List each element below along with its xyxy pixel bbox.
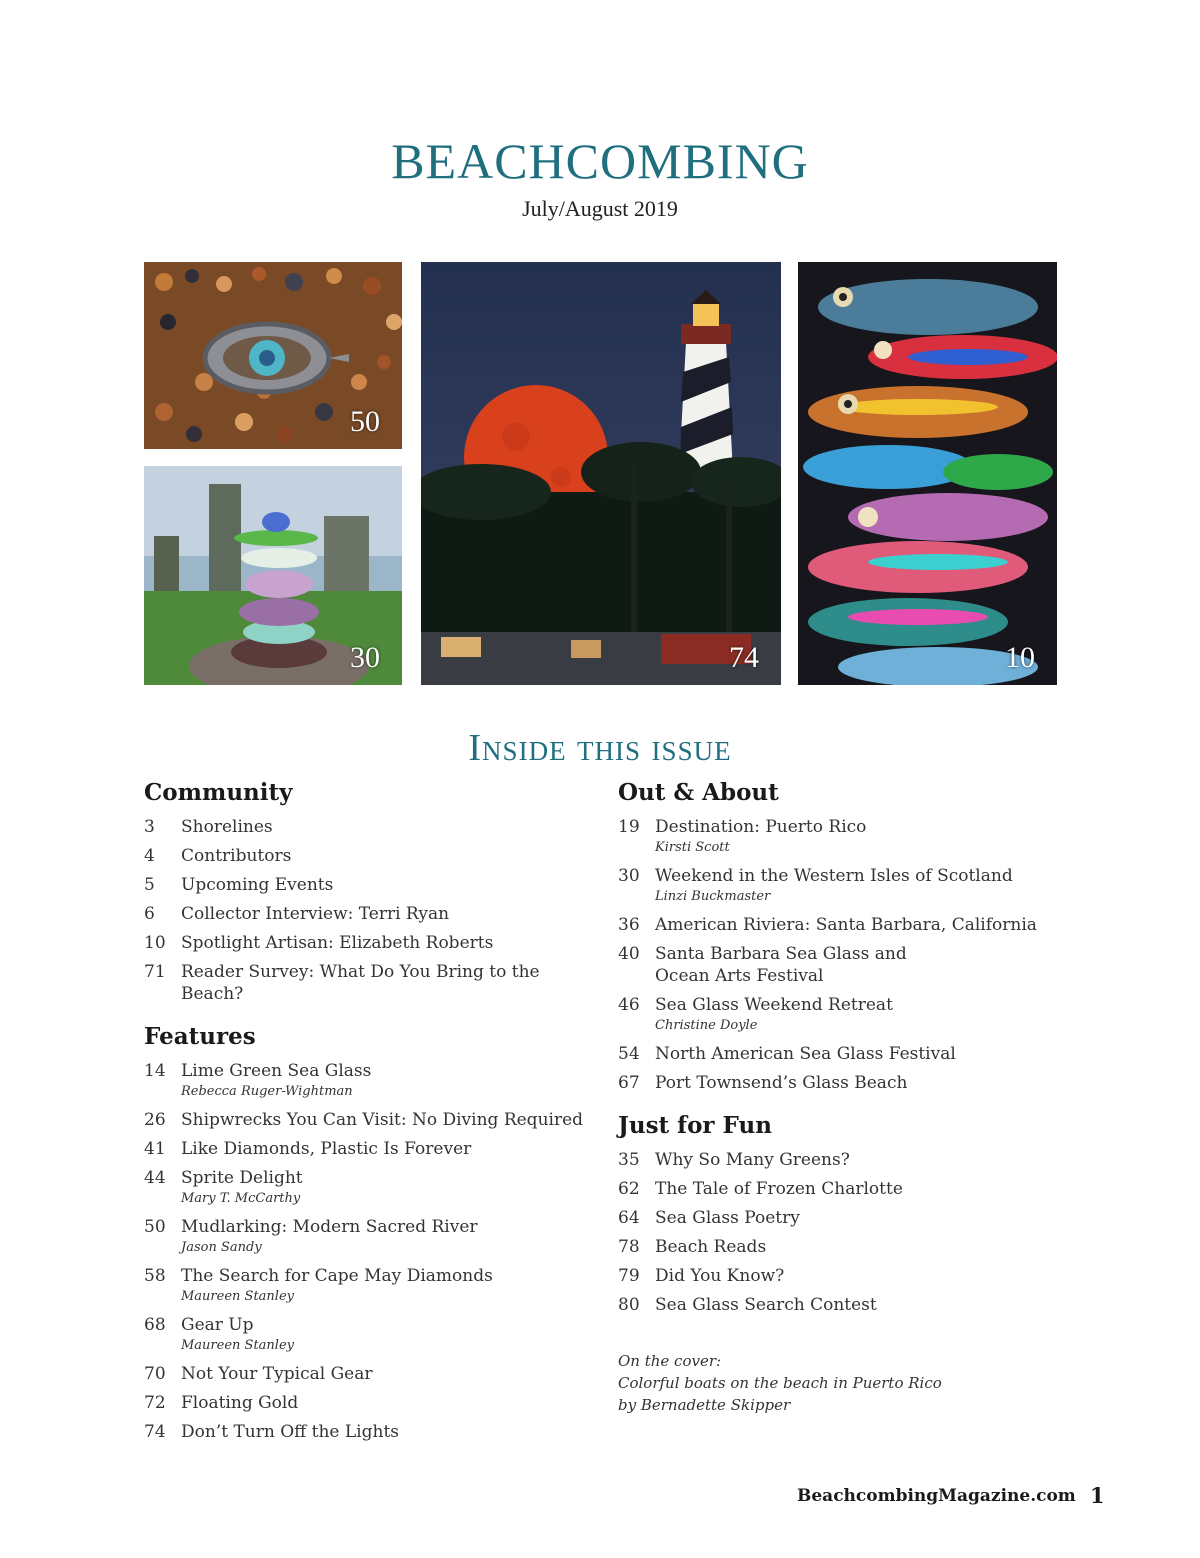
toc-entry[interactable] (144, 1314, 594, 1356)
toc-page-number: 5 (144, 875, 155, 895)
toc-page-number: 14 (144, 1061, 166, 1081)
toc-page-number: 40 (618, 944, 640, 964)
toc-entry[interactable] (144, 1421, 594, 1443)
toc-page-number: 70 (144, 1364, 166, 1384)
toc-title: North American Sea Glass Festival (655, 1044, 956, 1064)
toc-page-number: 80 (618, 1295, 640, 1315)
toc-list-out-about (618, 816, 1068, 1094)
toc-title: Port Townsend’s Glass Beach (655, 1073, 908, 1093)
toc-page-number: 30 (618, 866, 640, 886)
toc-entry[interactable] (618, 816, 1068, 858)
toc-page-number: 67 (618, 1073, 640, 1093)
toc-page-number: 10 (144, 933, 166, 953)
toc-entry[interactable] (144, 1363, 594, 1385)
photo-fish-art (798, 262, 1057, 685)
toc-title: Destination: Puerto Rico (655, 817, 867, 837)
toc-entry[interactable] (618, 1236, 1068, 1258)
toc-page-number: 78 (618, 1237, 640, 1257)
toc-author: Maureen Stanley (181, 1289, 294, 1304)
toc-title: The Tale of Frozen Charlotte (655, 1179, 903, 1199)
toc-page-number: 3 (144, 817, 155, 837)
toc-entry[interactable] (144, 816, 594, 838)
inside-this-issue-heading: Inside this issue (468, 727, 732, 769)
toc-entry[interactable] (144, 961, 594, 1005)
toc-title: Sea Glass Weekend Retreat (655, 995, 893, 1015)
toc-page-number: 41 (144, 1139, 166, 1159)
toc-entry[interactable] (144, 1060, 594, 1102)
toc-title: Like Diamonds, Plastic Is Forever (181, 1139, 472, 1159)
toc-title: Shorelines (181, 817, 273, 837)
toc-title: Not Your Typical Gear (181, 1364, 373, 1384)
toc-entry[interactable] (144, 932, 594, 954)
toc-page-number: 44 (144, 1168, 166, 1188)
footer-website[interactable]: BeachcombingMagazine.com (797, 1486, 1076, 1506)
photo-sea-glass-eye (144, 262, 402, 449)
toc-entry[interactable] (618, 1265, 1068, 1287)
footer-page-number: 1 (1090, 1483, 1105, 1508)
cover-credit-description: Colorful boats on the beach in Puerto Rico (618, 1374, 942, 1392)
photo-page-number: 30 (350, 641, 380, 674)
toc-title: The Search for Cape May Diamonds (181, 1266, 493, 1286)
section-title-community: Community (144, 779, 293, 806)
toc-title: Sea Glass Search Contest (655, 1295, 877, 1315)
photo-page-number: 10 (1005, 641, 1035, 674)
toc-page-number: 50 (144, 1217, 166, 1237)
toc-author: Mary T. McCarthy (181, 1191, 301, 1206)
toc-page-number: 46 (618, 995, 640, 1015)
toc-title: Why So Many Greens? (655, 1150, 850, 1170)
toc-title: American Riviera: Santa Barbara, California (655, 915, 1037, 935)
toc-title: Beach Reads (655, 1237, 767, 1257)
toc-title: Collector Interview: Terri Ryan (181, 904, 450, 924)
toc-page-number: 79 (618, 1266, 640, 1286)
toc-author: Linzi Buckmaster (655, 889, 771, 904)
toc-author: Rebecca Ruger-Wightman (181, 1084, 353, 1099)
toc-list-features (144, 1060, 594, 1443)
toc-entry[interactable] (618, 865, 1068, 907)
toc-title: Lime Green Sea Glass (181, 1061, 372, 1081)
toc-title: Santa Barbara Sea Glass and (655, 944, 907, 964)
toc-title: Shipwrecks You Can Visit: No Diving Required (181, 1110, 584, 1130)
toc-page-number: 26 (144, 1110, 166, 1130)
toc-page-number: 72 (144, 1393, 166, 1413)
toc-entry[interactable] (144, 1109, 594, 1131)
toc-author: Christine Doyle (655, 1018, 758, 1033)
toc-page-number: 58 (144, 1266, 166, 1286)
toc-page-number: 68 (144, 1315, 166, 1335)
section-title-just-for-fun: Just for Fun (618, 1112, 772, 1139)
cover-credit-label: On the cover: (618, 1352, 722, 1370)
toc-entry[interactable] (618, 1178, 1068, 1200)
toc-title: Sea Glass Poetry (655, 1208, 800, 1228)
toc-left-column (144, 776, 594, 1450)
toc-page-number: 36 (618, 915, 640, 935)
toc-title: Mudlarking: Modern Sacred River (181, 1217, 478, 1237)
toc-entry[interactable] (144, 845, 594, 867)
cover-credit (618, 1350, 1068, 1416)
toc-entry[interactable] (618, 943, 1068, 987)
toc-page-number: 64 (618, 1208, 640, 1228)
toc-title: Did You Know? (655, 1266, 785, 1286)
toc-list-community (144, 816, 594, 1005)
toc-entry[interactable] (144, 1265, 594, 1307)
toc-entry[interactable] (144, 903, 594, 925)
toc-page-number: 62 (618, 1179, 640, 1199)
toc-page-number: 6 (144, 904, 155, 924)
toc-entry[interactable] (144, 1216, 594, 1258)
toc-entry[interactable] (618, 1043, 1068, 1065)
issue-date: July/August 2019 (522, 196, 678, 221)
toc-entry[interactable] (618, 1294, 1068, 1316)
magazine-title: BEACHCOMBING (391, 133, 809, 189)
toc-entry[interactable] (618, 994, 1068, 1036)
toc-entry[interactable] (618, 1149, 1068, 1171)
toc-entry[interactable] (144, 1392, 594, 1414)
toc-title: Contributors (181, 846, 292, 866)
fish-art-icon (798, 262, 1057, 685)
section-title-out-about: Out & About (618, 779, 779, 806)
photo-stacked-sea-glass (144, 466, 402, 685)
toc-title: Don’t Turn Off the Lights (181, 1422, 399, 1442)
toc-list-just-for-fun (618, 1149, 1068, 1316)
toc-author: Maureen Stanley (181, 1338, 294, 1353)
toc-title: Spotlight Artisan: Elizabeth Roberts (181, 933, 494, 953)
toc-author: Kirsti Scott (655, 840, 730, 855)
toc-right-column (618, 776, 1068, 1416)
toc-title-line2: Ocean Arts Festival (655, 966, 824, 986)
photo-lighthouse-moon (421, 262, 781, 685)
toc-title: Upcoming Events (181, 875, 334, 895)
toc-title: Weekend in the Western Isles of Scotland (655, 866, 1013, 886)
toc-entry[interactable] (144, 874, 594, 896)
photo-page-number: 50 (350, 405, 380, 438)
toc-entry[interactable] (144, 1138, 594, 1160)
toc-page-number: 4 (144, 846, 155, 866)
toc-entry[interactable] (618, 1072, 1068, 1094)
toc-entry[interactable] (618, 914, 1068, 936)
toc-page-number: 19 (618, 817, 640, 837)
section-title-features: Features (144, 1023, 256, 1050)
toc-page-number: 35 (618, 1150, 640, 1170)
toc-entry[interactable] (618, 1207, 1068, 1229)
toc-author: Jason Sandy (181, 1240, 262, 1255)
lighthouse-moon-icon (421, 262, 781, 685)
cover-credit-photographer: by Bernadette Skipper (618, 1396, 791, 1414)
toc-title: Reader Survey: What Do You Bring to the Beach? (181, 962, 540, 1004)
toc-title: Floating Gold (181, 1393, 299, 1413)
toc-page-number: 71 (144, 962, 166, 982)
toc-page-number: 54 (618, 1044, 640, 1064)
toc-title: Sprite Delight (181, 1168, 303, 1188)
photo-page-number: 74 (729, 641, 759, 674)
toc-page-number: 74 (144, 1422, 166, 1442)
toc-entry[interactable] (144, 1167, 594, 1209)
toc-title: Gear Up (181, 1315, 254, 1335)
